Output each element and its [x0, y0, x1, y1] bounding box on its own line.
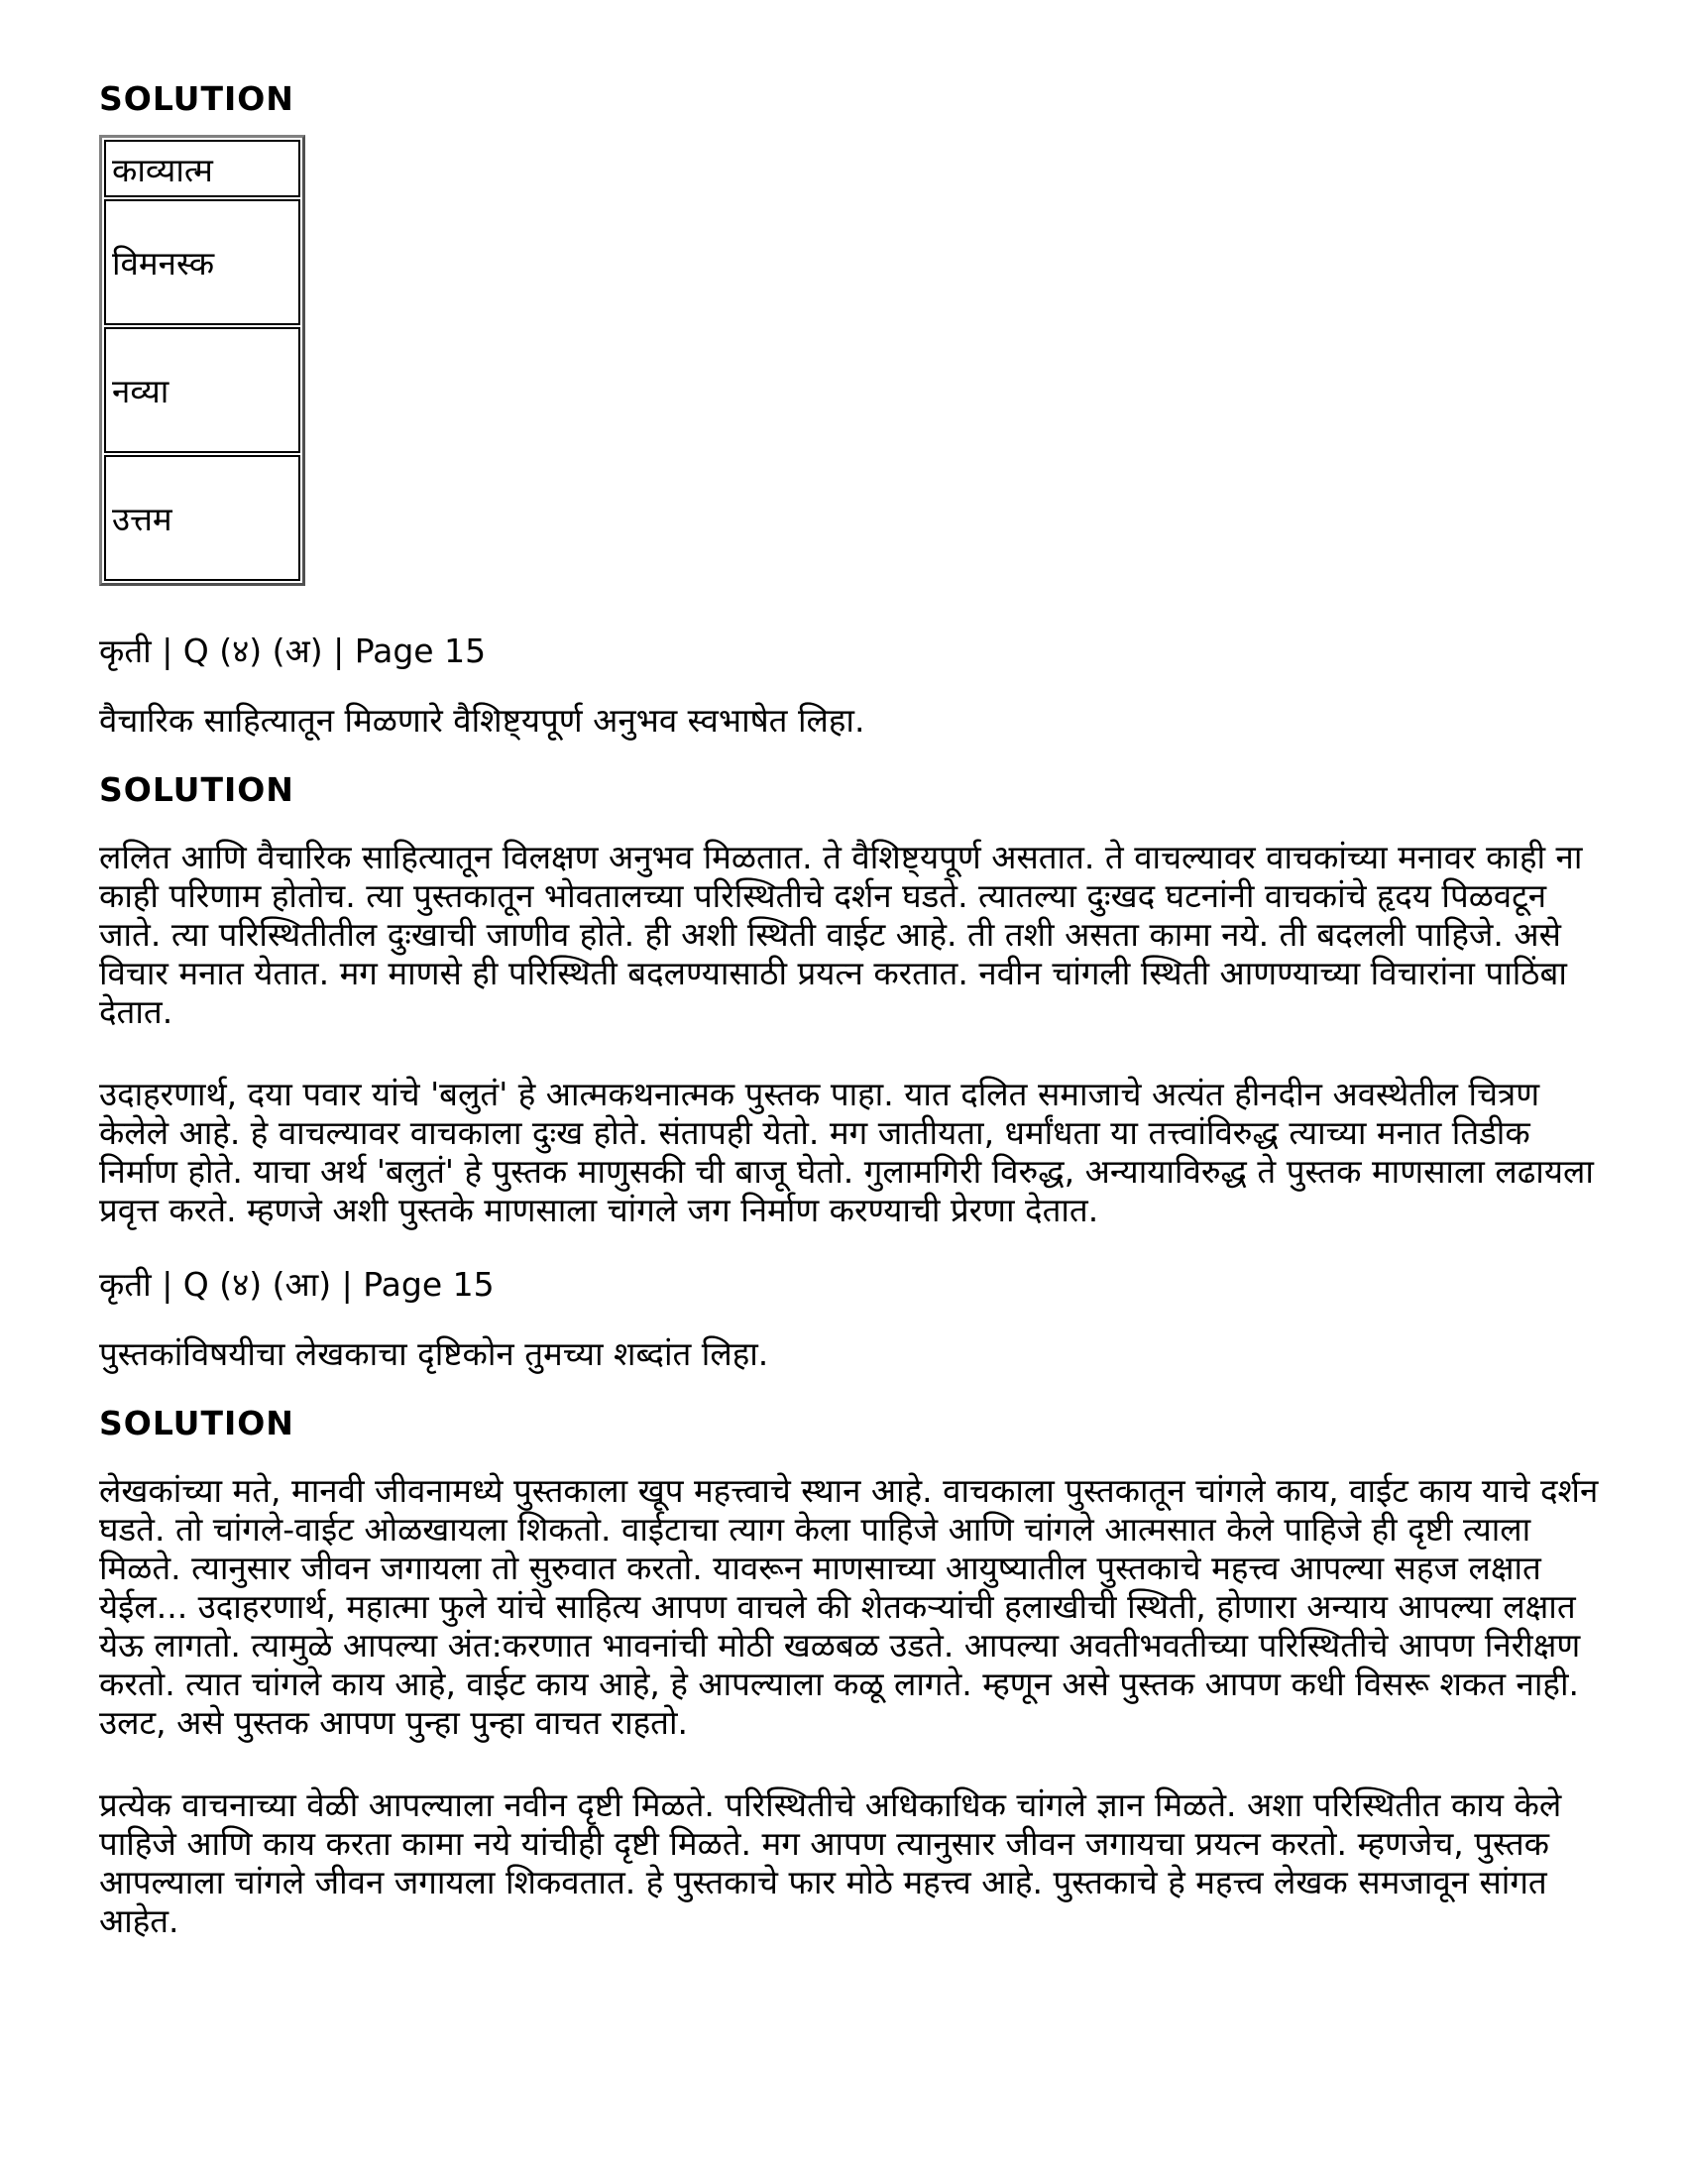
answer-paragraph: उदाहरणार्थ, दया पवार यांचे 'बलुतं' हे आत्मकथनात्मक पुस्तक पाहा. यात दलित समाजाचे अत्यंत हीनदीन अवस्थेतील चित्रण केलेले आहे. हे वाचल्यावर वाचकाला दुःख होते. संतापही येतो. मग जातीयता, धर्मांधता या तत्त्वांविरुद्ध त्याच्या मनात तिडीक निर्माण होते. याचा अर्थ 'बलुतं' हे पुस्तक माणुसकी ची बाजू घेतो. गुलामगिरी विरुद्ध, अन्यायाविरुद्ध ते पुस्तक माणसाला लढायला प्रवृत्त करते. म्हणजे अशी पुस्तके माणसाला चांगले जग निर्माण करण्याची प्रेरणा देतात. [99, 1075, 1594, 1229]
question-text: वैचारिक साहित्यातून मिळणारे वैशिष्ट्यपूर्ण अनुभव स्वभाषेत लिहा. [99, 701, 865, 740]
table-row [104, 140, 300, 197]
solution-heading: SOLUTION [99, 770, 294, 809]
answer-paragraph: ललित आणि वैचारिक साहित्यातून विलक्षण अनुभव मिळतात. ते वैशिष्ट्यपूर्ण असतात. ते वाचल्यावर वाचकांच्या मनावर काही ना काही परिणाम होतोच. त्या पुस्तकातून भोवतालच्या परिस्थितीचे दर्शन घडते. त्यातल्या दुःखद घटनांनी वाचकांचे हृदय पिळवटून जाते. त्या परिस्थितीतील दुःखाची जाणीव होते. ही अशी स्थिती वाईट आहे. ती तशी असता कामा नये. ती बदलली पाहिजे. असे विचार मनात येतात. मग माणसे ही परिस्थिती बदलण्यासाठी प्रयत्न करतात. नवीन चांगली स्थिती आणण्याच्या विचारांना पाठिंबा देतात. [99, 838, 1583, 1031]
answer-paragraph: प्रत्येक वाचनाच्या वेळी आपल्याला नवीन दृष्टी मिळते. परिस्थितीचे अधिकाधिक चांगले ज्ञान मिळते. अशा परिस्थितीत काय केले पाहिजे आणि काय करता कामा नये यांचीही दृष्टी मिळते. मग आपण त्यानुसार जीवन जगायचा प्रयत्न करतो. म्हणजेच, पुस्तक आपल्याला चांगले जीवन जगायला शिकवतात. हे पुस्तकाचे फार मोठे महत्त्व आहे. पुस्तकाचे हे महत्त्व लेखक समजावून सांगत आहेत. [99, 1785, 1562, 1940]
table-cell: विमनस्क [104, 199, 300, 325]
question-reference: कृती | Q (४) (अ) | Page 15 [99, 632, 487, 670]
table-cell: उत्तम [104, 455, 300, 581]
table-row [104, 199, 300, 325]
answer-table [99, 135, 305, 586]
solution-heading: SOLUTION [99, 1404, 294, 1442]
solution-heading: SOLUTION [99, 79, 294, 118]
question-reference: कृती | Q (४) (आ) | Page 15 [99, 1265, 495, 1304]
table-cell: नव्या [104, 327, 300, 453]
table-row [104, 455, 300, 581]
document-page [99, 77, 1606, 1940]
question-text: पुस्तकांविषयीचा लेखकाचा दृष्टिकोन तुमच्या शब्दांत लिहा. [99, 1334, 769, 1373]
table-cell: काव्यात्म [104, 140, 300, 197]
answer-paragraph: लेखकांच्या मते, मानवी जीवनामध्ये पुस्तकाला खूप महत्त्वाचे स्थान आहे. वाचकाला पुस्तकातून चांगले काय, वाईट काय याचे दर्शन घडते. तो चांगले-वाईट ओळखायला शिकतो. वाईटाचा त्याग केला पाहिजे आणि चांगले आत्मसात केले पाहिजे ही दृष्टी त्याला मिळते. त्यानुसार जीवन जगायला तो सुरुवात करतो. यावरून माणसाच्या आयुष्यातील पुस्तकाचे महत्त्व आपल्या सहज लक्षात येईल... उदाहरणार्थ, महात्मा फुले यांचे साहित्य आपण वाचले की शेतकऱ्यांची हलाखीची स्थिती, होणारा अन्याय आपल्या लक्षात येऊ लागतो. त्यामुळे आपल्या अंत:करणात भावनांची मोठी खळबळ उडते. आपल्या अवतीभवतीच्या परिस्थितीचे आपण निरीक्षण करतो. त्यात चांगले काय आहे, वाईट काय आहे, हे आपल्याला कळू लागते. म्हणून असे पुस्तक आपण कधी विसरू शकत नाही. उलट, असे पुस्तक आपण पुन्हा पुन्हा वाचत राहतो. [99, 1471, 1599, 1742]
table-row [104, 327, 300, 453]
